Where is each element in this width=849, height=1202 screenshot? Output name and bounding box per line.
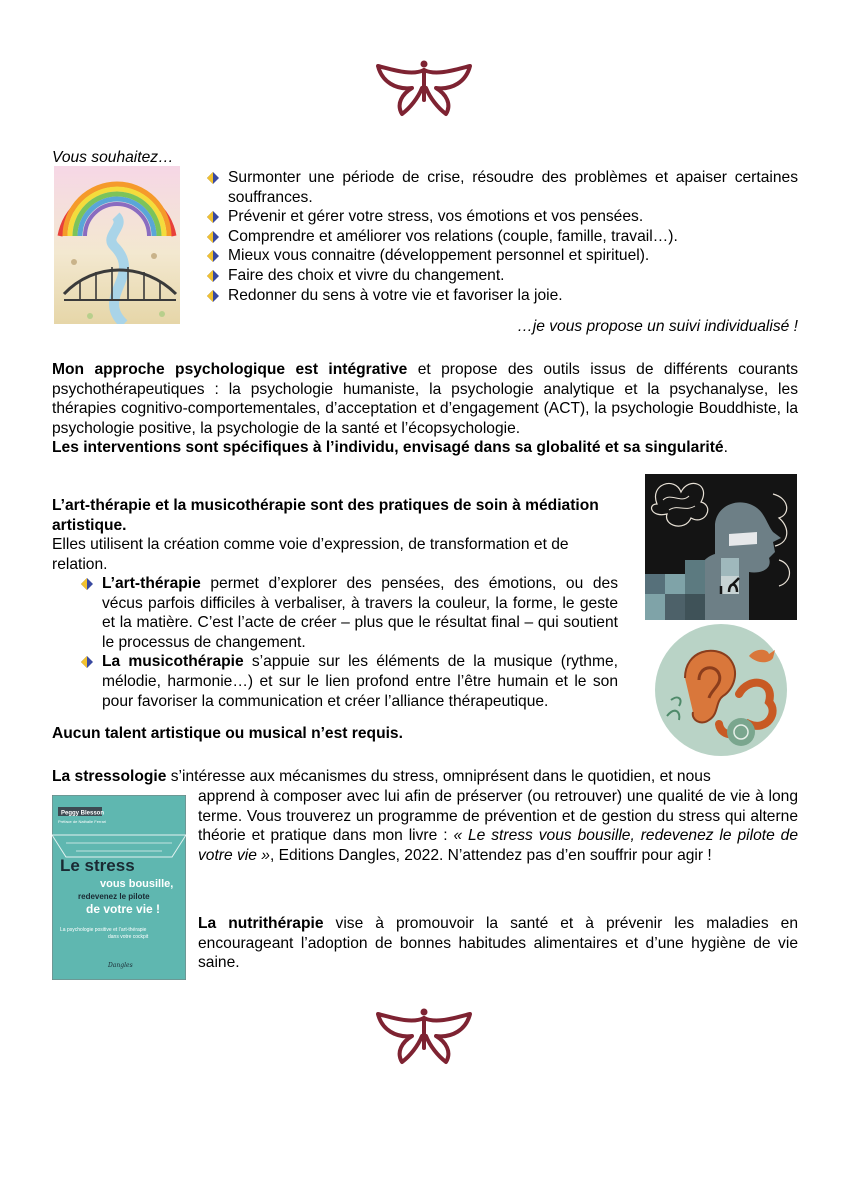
- music-text: s’appuie sur les éléments de la musique (rythme, mélodie, harmonie…) et sur le lien profond entre l’être humain et le son pour favoriser la communication et créer l’alliance thérapeutique.: [102, 653, 618, 710]
- approach-lead: Mon approche psychologique est intégrative: [52, 361, 408, 378]
- approach-conclusion-bold: Les interventions sont spécifiques à l’individu, envisagé dans sa globalité et sa singularité: [52, 439, 724, 457]
- art-text: permet d’explorer des pensées, des émotions, ou des vécus parfois difficiles à verbaliser, à travers la couleur, la forme, le geste et la matière. C’est l’acte de créer – plus que le résultat final – qui soutient le processus de changement.: [102, 575, 618, 651]
- arrow-bullet-icon: [206, 289, 220, 303]
- book-subtitle-2: dans votre cockpit: [108, 934, 149, 940]
- list-item: [204, 227, 798, 247]
- book-cover: [52, 795, 186, 980]
- arrow-bullet-icon: [80, 655, 94, 669]
- book-title-2: vous bousille,: [100, 878, 174, 890]
- wish-text: Mieux vous connaitre (développement personnel et spirituel).: [228, 247, 650, 265]
- book-title-3: redevenez le pilote: [78, 892, 150, 901]
- arrow-bullet-icon: [206, 171, 220, 185]
- butterfly-logo-icon: [372, 58, 476, 118]
- arrow-bullet-icon: [80, 577, 94, 591]
- ear-music-illustration: [645, 620, 797, 760]
- wishes-list: [204, 168, 798, 305]
- stress-line1: s’intéresse aux mécanismes du stress, omniprésent dans le quotidien, et nous: [166, 768, 711, 785]
- intro-label: Vous souhaitez…: [52, 149, 174, 166]
- approach-text: et propose des outils issus de différents courants psychothérapeutiques : la psychologie humaniste, la psychologie analytique et la psychanalyse, les thérapies cognitivo-comportementales, d’acceptation et d’engagement (ACT), la psychologie Bouddhiste, la psychologie positive, la psychologie de la santé et l’écopsychologie.: [52, 361, 798, 437]
- stress-paragraph: [198, 787, 798, 865]
- approach-conclusion: [52, 438, 798, 458]
- stress-term: La stressologie: [52, 768, 167, 785]
- book-title-reference: « Le stress vous bousille, redevenez le pilote de votre vie »: [198, 827, 799, 864]
- book-title-1: Le stress: [60, 856, 135, 875]
- nutri-text: vise à promouvoir la santé et à prévenir les maladies en encourageant l’adoption de bonnes habitudes alimentaires et d’une hygiène de vie saine.: [198, 915, 798, 972]
- approach-section: [52, 360, 798, 458]
- art-list: [78, 574, 618, 711]
- arrow-bullet-icon: [206, 210, 220, 224]
- list-item: [204, 207, 798, 227]
- proposal-text: …je vous propose un suivi individualisé !: [517, 318, 798, 335]
- art-note: Aucun talent artistique ou musical n’est requis.: [52, 725, 403, 742]
- rainbow-bridge-painting: [54, 166, 180, 324]
- nutri-paragraph: [198, 914, 798, 973]
- list-item: [204, 266, 798, 286]
- list-item: [204, 286, 798, 306]
- butterfly-logo-icon: [372, 1006, 476, 1066]
- music-term: La musicothérapie: [102, 653, 244, 671]
- stress-text-after: , Editions Dangles, 2022. N’attendez pas d’en souffrir pour agir !: [269, 846, 712, 864]
- book-subtitle-1: La psychologie positive et l’art-thérapie: [60, 927, 147, 933]
- list-item: [204, 246, 798, 266]
- list-item: [78, 652, 618, 711]
- art-term: L’art-thérapie: [102, 575, 201, 592]
- approach-paragraph: [52, 360, 798, 438]
- book-preface: Préface de Nathalie Ferrari: [58, 819, 107, 824]
- approach-conclusion-end: .: [723, 439, 728, 457]
- book-author: Peggy Blesson: [61, 810, 105, 817]
- wish-text: Redonner du sens à votre vie et favoriser la joie.: [228, 286, 563, 304]
- art-body: Elles utilisent la création comme voie d’expression, de transformation et de relation.: [52, 536, 569, 573]
- wish-text: Surmonter une période de crise, résoudre des problèmes et apaiser certaines souffrances.: [228, 169, 798, 206]
- book-title-4: de votre vie !: [86, 902, 161, 916]
- wish-text: Faire des choix et vivre du changement.: [228, 266, 505, 284]
- arrow-bullet-icon: [206, 269, 220, 283]
- wish-text: Comprendre et améliorer vos relations (couple, famille, travail…).: [228, 227, 678, 245]
- list-item: [78, 574, 618, 652]
- list-item: [204, 168, 798, 207]
- arrow-bullet-icon: [206, 230, 220, 244]
- art-heading: L’art-thérapie et la musicothérapie sont des pratiques de soin à médiation artistique.: [52, 497, 599, 534]
- stress-first-line: [52, 767, 798, 787]
- book-publisher: Dangles: [108, 962, 133, 969]
- nutri-term: La nutrithérapie: [198, 915, 324, 932]
- stress-text-before: apprend à composer avec lui afin de préserver (ou retrouver) une qualité de vie à long terme. Vous trouverez un programme de prévention et de gestion du stress qui alterne théorie et pratique dans mon livre :: [198, 788, 798, 845]
- profile-head-illustration: [645, 474, 797, 620]
- wish-text: Prévenir et gérer votre stress, vos émotions et vos pensées.: [228, 208, 644, 226]
- arrow-bullet-icon: [206, 249, 220, 263]
